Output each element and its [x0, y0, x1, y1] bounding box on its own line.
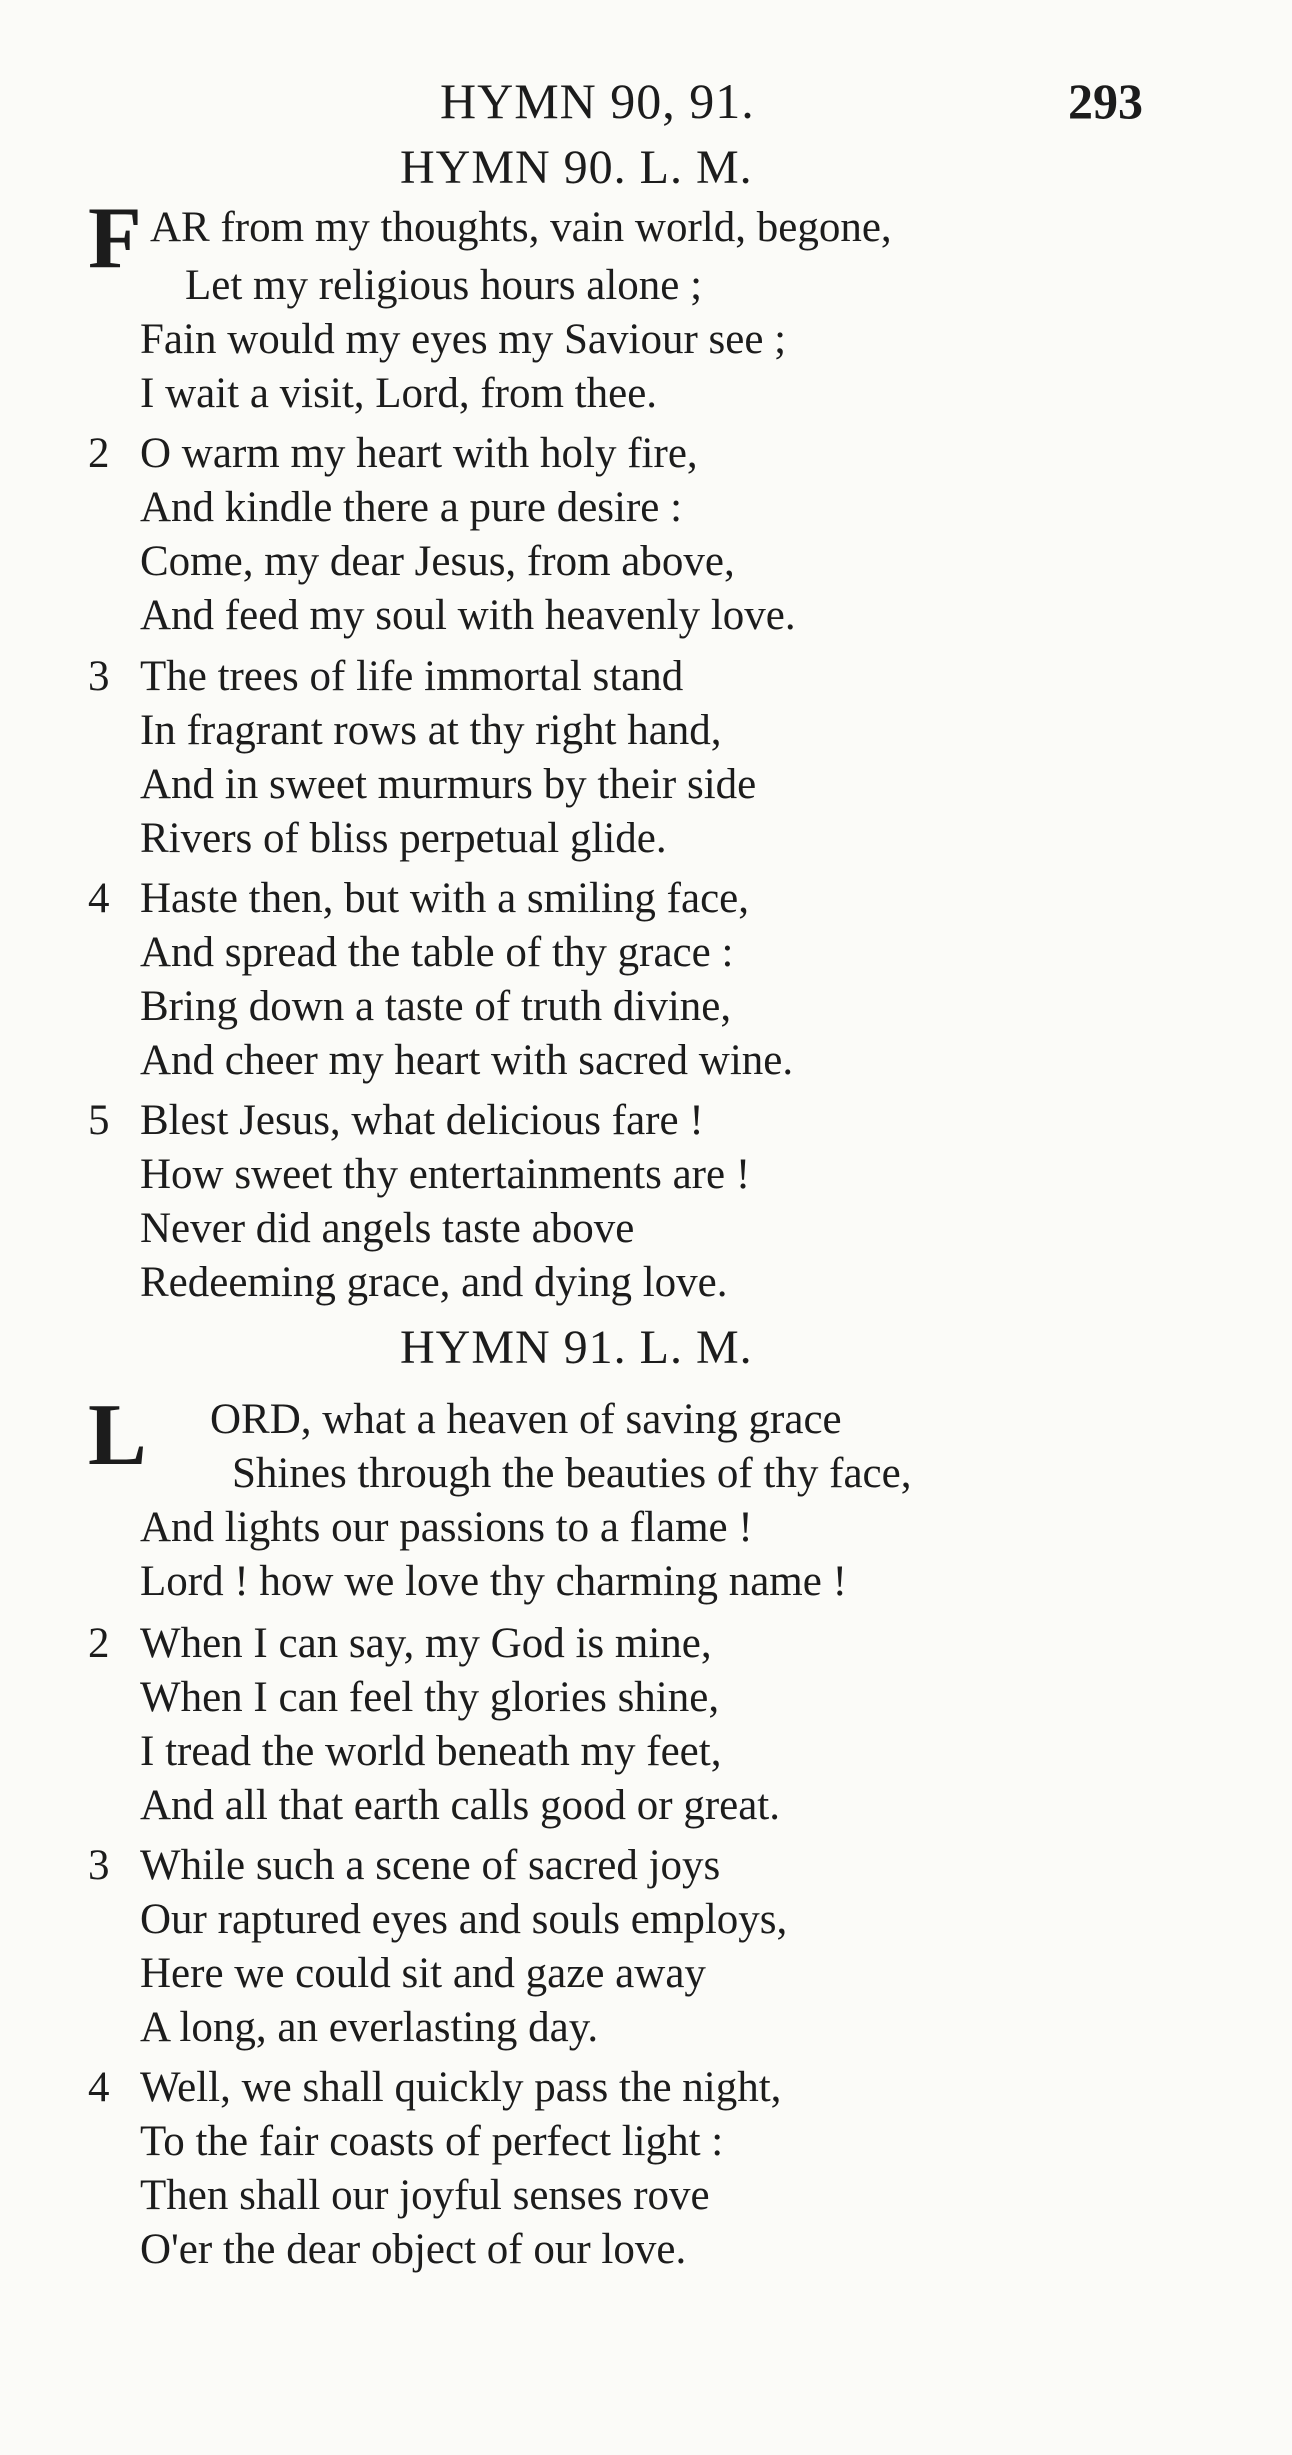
hymn-90-stanza-2-line-3: Come, my dear Jesus, from above,: [140, 538, 735, 585]
hymn-91-stanza-4-line-3: Then shall our joyful senses rove: [140, 2172, 710, 2219]
hymn-91-heading: HYMN 91. L. M.: [400, 1321, 753, 1374]
hymn-90-stanza-2-line-1: O warm my heart with holy fire,: [140, 430, 698, 477]
hymn-90-stanza-3-number: 3: [88, 653, 110, 700]
page-number: 293: [1068, 73, 1143, 129]
hymn-91-stanza-2-line-2: When I can feel thy glories shine,: [140, 1674, 720, 1721]
hymn-91-stanza-3-line-2: Our raptured eyes and souls employs,: [140, 1896, 788, 1943]
hymn-91-stanza-3-line-4: A long, an everlasting day.: [140, 2004, 599, 2051]
hymn-90-heading: HYMN 90. L. M.: [400, 141, 753, 194]
hymn-91-stanza-4-line-1: Well, we shall quickly pass the night,: [140, 2064, 782, 2111]
hymn-90-stanza-5-line-1: Blest Jesus, what delicious fare !: [140, 1097, 704, 1144]
hymn-90-stanza-3-line-2: In fragrant rows at thy right hand,: [140, 707, 722, 754]
hymn-90-stanza-5-number: 5: [88, 1097, 110, 1144]
hymn-90-line-2: Let my religious hours alone ;: [185, 262, 703, 309]
hymn-91-stanza-4-line-4: O'er the dear object of our love.: [140, 2226, 687, 2273]
hymn-91-drop-cap: L: [88, 1387, 147, 1484]
hymn-90-stanza-3-line-1: The trees of life immortal stand: [140, 653, 684, 700]
hymn-91-stanza-4-line-2: To the fair coasts of perfect light :: [140, 2118, 724, 2165]
hymn-91-line-2: Shines through the beauties of thy face,: [232, 1450, 912, 1497]
hymn-91-stanza-2-line-3: I tread the world beneath my feet,: [140, 1728, 722, 1775]
hymn-90-line-3: Fain would my eyes my Saviour see ;: [140, 316, 787, 363]
hymn-90-stanza-5-line-3: Never did angels taste above: [140, 1205, 635, 1252]
hymn-91-line-4: Lord ! how we love thy charming name !: [140, 1558, 847, 1605]
hymn-91-stanza-2-number: 2: [88, 1620, 110, 1667]
running-title: HYMN 90, 91.: [440, 73, 755, 129]
hymn-91-stanza-3-number: 3: [88, 1842, 110, 1889]
hymn-90-stanza-2-number: 2: [88, 430, 110, 477]
hymn-90-drop-cap: F: [88, 190, 142, 287]
hymn-91-stanza-3-line-1: While such a scene of sacred joys: [140, 1842, 721, 1889]
hymn-91-line-1: ORD, what a heaven of saving grace: [210, 1396, 842, 1443]
hymn-90-line-4: I wait a visit, Lord, from thee.: [140, 370, 658, 417]
hymn-90-stanza-3-line-4: Rivers of bliss perpetual glide.: [140, 815, 667, 862]
hymn-90-stanza-5-line-2: How sweet thy entertainments are !: [140, 1151, 751, 1198]
hymn-90-line-1: AR from my thoughts, vain world, begone,: [150, 204, 892, 251]
hymn-91-stanza-4-number: 4: [88, 2064, 110, 2111]
hymn-91-line-3: And lights our passions to a flame !: [140, 1504, 753, 1551]
running-head: [0, 72, 1292, 132]
hymn-90-stanza-4-line-3: Bring down a taste of truth divine,: [140, 983, 732, 1030]
hymn-90-stanza-4-number: 4: [88, 875, 110, 922]
hymn-90-stanza-4-line-4: And cheer my heart with sacred wine.: [140, 1037, 794, 1084]
hymn-90-stanza-4-line-1: Haste then, but with a smiling face,: [140, 875, 750, 922]
hymn-90-stanza-3-line-3: And in sweet murmurs by their side: [140, 761, 757, 808]
hymn-90-stanza-2-line-4: And feed my soul with heavenly love.: [140, 592, 796, 639]
hymn-91-stanza-2-line-4: And all that earth calls good or great.: [140, 1782, 781, 1829]
hymn-90-stanza-5-line-4: Redeeming grace, and dying love.: [140, 1259, 728, 1306]
hymn-91-stanza-3-line-3: Here we could sit and gaze away: [140, 1950, 706, 1997]
hymn-90-stanza-2-line-2: And kindle there a pure desire :: [140, 484, 683, 531]
hymn-90-stanza-4-line-2: And spread the table of thy grace :: [140, 929, 734, 976]
hymn-91-stanza-2-line-1: When I can say, my God is mine,: [140, 1620, 712, 1667]
